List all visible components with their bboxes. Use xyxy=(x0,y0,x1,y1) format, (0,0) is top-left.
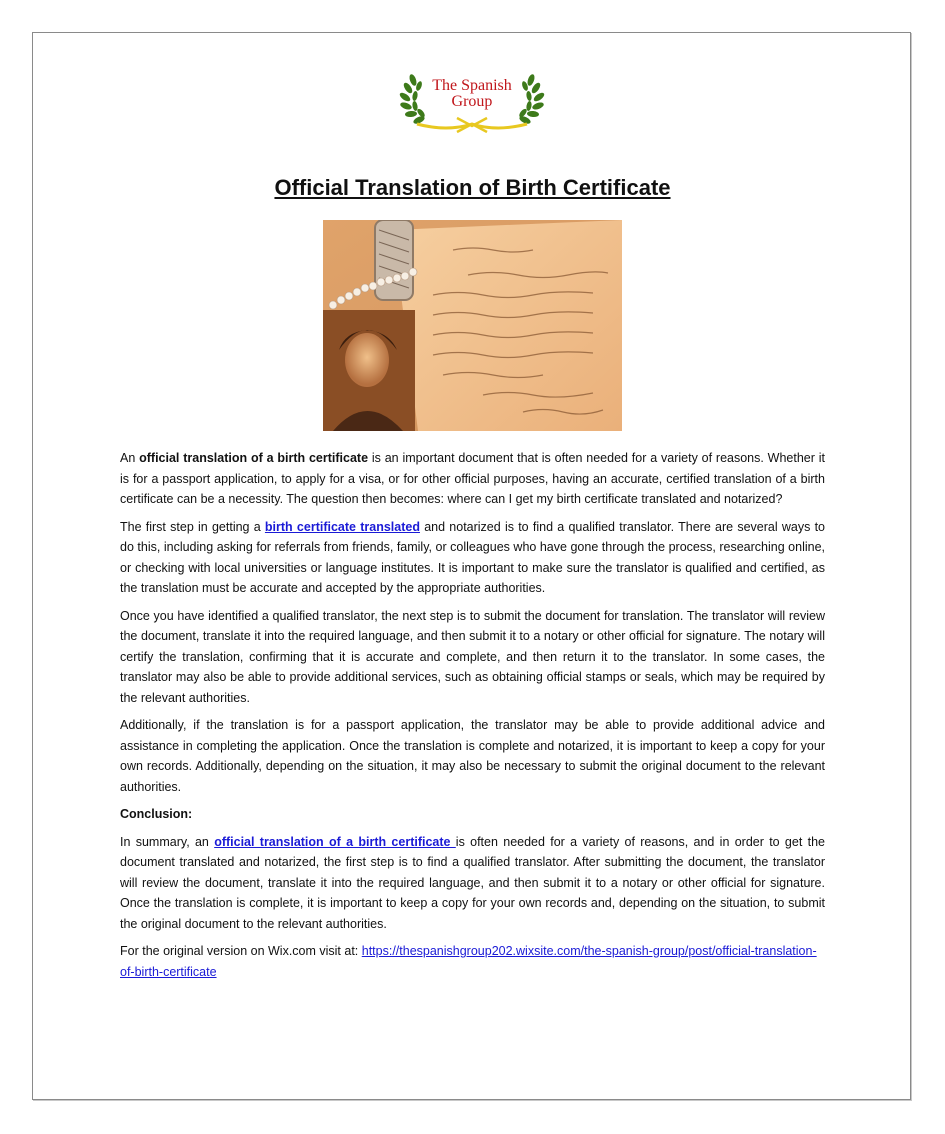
intro-bold-phrase: official translation of a birth certificate xyxy=(139,451,369,465)
logo-text-line2: Group xyxy=(451,93,493,110)
page-title: Official Translation of Birth Certificate xyxy=(274,175,671,200)
paragraph-first-step xyxy=(120,517,825,599)
paragraph-source xyxy=(120,941,825,982)
first-step-text-start: The first step in getting a xyxy=(120,519,265,534)
logo-text-line1: The Spanish xyxy=(432,77,512,94)
paragraph-submit: Once you have identified a qualified translator, the next step is to submit the document for translation. The translator will review the document, translate it into the required language, and then submit it to a notary or other official for signature. The notary will certify the translation, confirming that it is accurate and complete, and then return it to the translator. In some cases, the translator may also be able to provide additional services, such as obtaining official stamps or seals, which may be required by the relevant authorities. xyxy=(120,608,825,705)
company-logo xyxy=(397,66,547,134)
paragraph-summary xyxy=(120,832,825,935)
first-step-text-rest: and notarized is to find a qualified translator. There are several ways to do this, including asking for referrals from friends, family, or colleagues who have gone through the process, researching online, or checking with local universities or language institutes. It is important to make sure the translator is qualified and certified, as the translation must be accurate and accepted by the appropriate authorities. xyxy=(120,519,825,595)
birth-certificate-photo xyxy=(323,220,622,431)
summary-text-rest: is often needed for a variety of reasons, and in order to get the document translated and notarized, the first step is to find a qualified translator. After submitting the document, the translator will review the document, translate it into the required language, and then submit it to a notary or other official for signature. Once the translation is complete, it is important to keep a copy for your own records and, depending on the situation, to submit the original document to the relevant authorities. xyxy=(120,834,825,931)
intro-text-rest: is an important document that is often needed for a variety of reasons. Whether it is for a passport application, to apply for a visa, or for other official purposes, having an accurate, certified translation of a birth certificate can be a necessity. The question then becomes: where can I get my birth certificate translated and notarized? xyxy=(120,451,825,506)
birth-certificate-translated-link[interactable]: birth certificate translated xyxy=(264,519,420,534)
conclusion-heading xyxy=(120,804,825,825)
summary-text-start: In summary, an xyxy=(120,834,215,849)
official-translation-link[interactable]: official translation of a birth certificate xyxy=(214,834,456,849)
article-body xyxy=(120,448,825,989)
intro-text-start: An xyxy=(120,451,140,465)
paragraph-additionally: Additionally, if the translation is for a passport application, the translator may be able to provide additional advice and assistance in completing the application. Once the translation is complete and notarized, it is important to keep a copy for your own records. Additionally, depending on the situation, it may also be necessary to submit the original document to the relevant authorities. xyxy=(120,718,825,794)
source-text: For the original version on Wix.com visit at: xyxy=(120,944,362,958)
conclusion-heading-text: Conclusion: xyxy=(120,807,193,821)
wix-source-link[interactable]: https://thespanishgroup202.wixsite.com/the-spanish-group/post/official-translation-of-birth-certificate xyxy=(120,944,817,979)
paragraph-intro xyxy=(120,448,825,510)
